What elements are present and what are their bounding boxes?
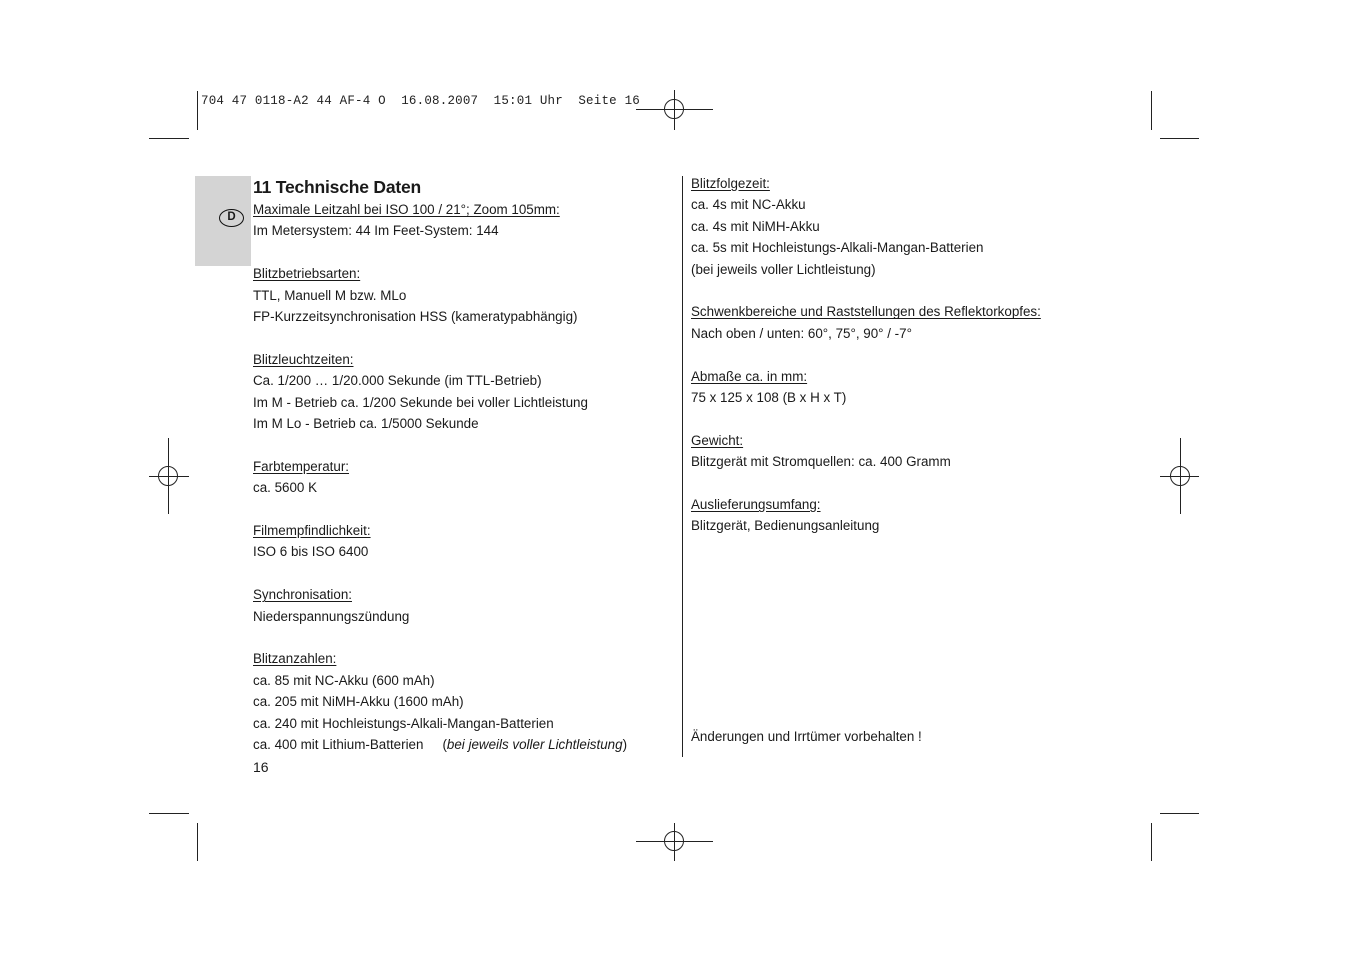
- spec-swivel-range: [691, 301, 1111, 344]
- spec-guide-number: [253, 199, 663, 242]
- footnote: Änderungen und Irrtümer vorbehalten !: [691, 729, 922, 744]
- spec-label: Blitzanzahlen:: [253, 651, 337, 667]
- spec-flash-modes: [253, 263, 663, 327]
- spec-label: Filmempfindlichkeit:: [253, 523, 371, 539]
- spec-value: ISO 6 bis ISO 6400: [253, 544, 369, 560]
- spec-label: Maximale Leitzahl bei ISO 100 / 21°; Zoom 105mm:: [253, 202, 560, 217]
- note-open-paren: (: [442, 737, 447, 753]
- right-column: [691, 173, 1111, 537]
- page-number: 16: [253, 759, 269, 775]
- language-badge: D: [219, 209, 244, 227]
- spec-value: Blitzgerät mit Stromquellen: ca. 400 Gramm: [691, 454, 951, 470]
- spec-label: Blitzleuchtzeiten:: [253, 351, 354, 367]
- spec-value: Nach oben / unten: 60°, 75°, 90° / -7°: [691, 325, 912, 341]
- spec-value: ca. 4s mit NiMH-Akku: [691, 218, 820, 234]
- spec-label: Abmaße ca. in mm:: [691, 368, 808, 384]
- spec-value: Im M Lo - Betrieb ca. 1/5000 Sekunde: [253, 416, 479, 432]
- spec-label: Synchronisation:: [253, 587, 352, 603]
- spec-value: Im M - Betrieb ca. 1/200 Sekunde bei voller Lichtleistung: [253, 394, 588, 410]
- left-column: [253, 176, 663, 755]
- spec-flash-durations: [253, 349, 663, 435]
- spec-label: Blitzfolgezeit:: [691, 176, 770, 191]
- spec-value: TTL, Manuell M bzw. MLo: [253, 287, 407, 303]
- spec-label: Farbtemperatur:: [253, 458, 350, 474]
- spec-value: Niederspannungszündung: [253, 608, 410, 624]
- spec-value: ca. 5s mit Hochleistungs-Alkali-Mangan-Batterien: [691, 240, 984, 256]
- spec-synchronisation: [253, 584, 663, 627]
- spec-value: FP-Kurzzeitsynchronisation HSS (kameratypabhängig): [253, 309, 578, 325]
- spec-value: ca. 240 mit Hochleistungs-Alkali-Mangan-Batterien: [253, 715, 554, 731]
- spec-value: ca. 205 mit NiMH-Akku (1600 mAh): [253, 694, 464, 710]
- spec-value: ca. 4s mit NC-Akku: [691, 197, 806, 213]
- print-header: 704 47 0118-A2 44 AF-4 O 16.08.2007 15:01 Uhr Seite 16: [201, 94, 640, 108]
- spec-flash-counts: [253, 648, 663, 755]
- spec-weight: [691, 430, 1111, 473]
- spec-value: Ca. 1/200 … 1/20.000 Sekunde (im TTL-Betrieb): [253, 373, 542, 389]
- note-close-paren: ): [622, 737, 628, 753]
- spec-value: 75 x 125 x 108 (B x H x T): [691, 390, 847, 406]
- spec-value-text: ca. 400 mit Lithium-Batterien: [253, 737, 424, 753]
- spec-value: ca. 85 mit NC-Akku (600 mAh): [253, 672, 435, 688]
- spec-value-last: [253, 734, 663, 755]
- spec-label: Blitzbetriebsarten:: [253, 266, 361, 282]
- spec-scope-of-delivery: [691, 494, 1111, 537]
- spec-value: (bei jeweils voller Lichtleistung): [691, 261, 876, 277]
- spec-label: Gewicht:: [691, 432, 744, 448]
- page-title: 11 Technische Daten: [253, 177, 422, 197]
- spec-value: Im Metersystem: 44 Im Feet-System: 144: [253, 223, 499, 239]
- spec-color-temperature: [253, 456, 663, 499]
- spec-value: Blitzgerät, Bedienungsanleitung: [691, 518, 880, 534]
- spec-dimensions: [691, 366, 1111, 409]
- column-divider: [682, 176, 683, 757]
- spec-film-speed: [253, 520, 663, 563]
- spec-value: ca. 5600 K: [253, 480, 318, 496]
- spec-label: Auslieferungsumfang:: [691, 497, 821, 513]
- spec-recycle-time: [691, 173, 1111, 280]
- spec-note: bei jeweils voller Lichtleistung: [446, 737, 623, 753]
- spec-label: Schwenkbereiche und Raststellungen des Reflektorkopfes:: [691, 304, 1041, 320]
